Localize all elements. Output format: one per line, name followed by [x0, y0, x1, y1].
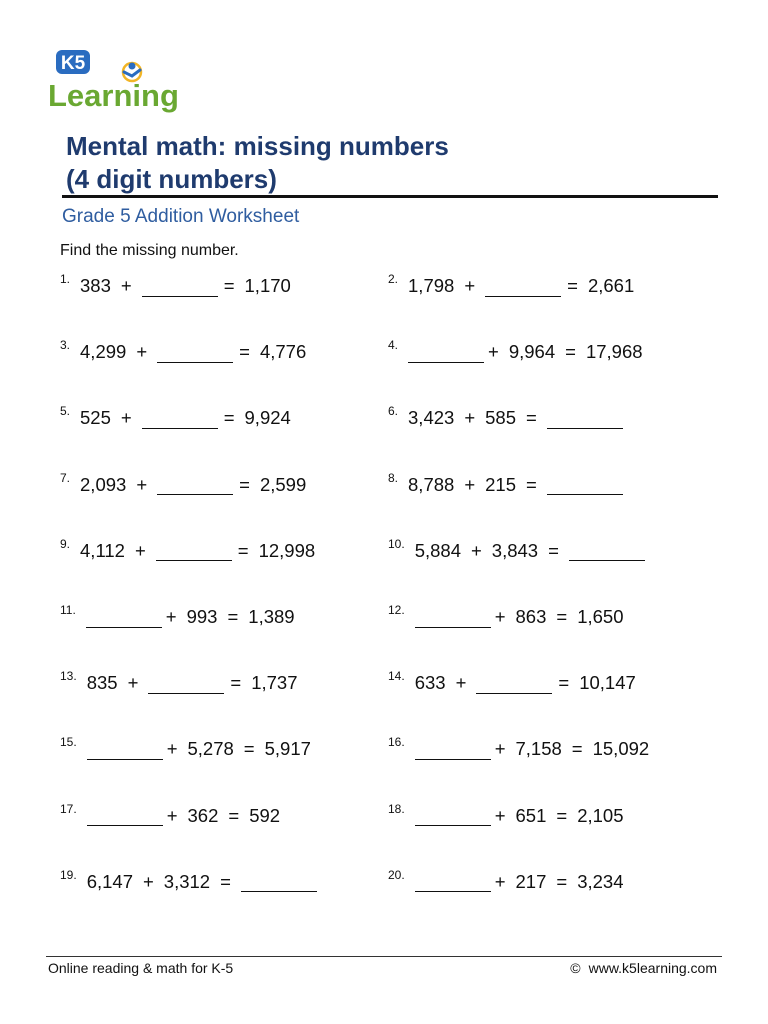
sum-value: 15,092	[592, 738, 650, 760]
logo-badge-text: K5	[60, 53, 86, 74]
problem-10	[388, 536, 645, 566]
addend-a: 4,112	[80, 539, 125, 561]
footer-tagline: Online reading & math for K-5	[48, 960, 234, 976]
addend-a: 5,884	[414, 539, 461, 561]
plus-sign: +	[494, 738, 506, 760]
problem-number: 10.	[388, 536, 405, 551]
problem-9	[60, 536, 315, 566]
addend-b: 993	[186, 606, 218, 627]
problem-8	[388, 470, 623, 500]
equals-sign: =	[239, 341, 250, 363]
problem-13	[60, 668, 297, 698]
problem-number: 14.	[388, 669, 405, 684]
answer-blank[interactable]	[569, 540, 645, 561]
plus-sign: +	[470, 539, 482, 561]
addend-a: 3,423	[408, 407, 455, 429]
worksheet-subtitle: Grade 5 Addition Worksheet	[62, 206, 300, 227]
problem-1	[60, 271, 291, 301]
equals-sign: =	[230, 672, 242, 694]
problem-18	[388, 801, 623, 831]
plus-sign: +	[142, 870, 154, 892]
addend-b: 3,312	[163, 870, 211, 892]
answer-blank[interactable]	[157, 474, 233, 495]
problem-19	[60, 867, 317, 897]
problem-number: 19.	[60, 867, 77, 882]
plus-sign: +	[166, 738, 178, 760]
sum-value: 10,147	[579, 672, 636, 694]
answer-blank[interactable]	[142, 408, 218, 429]
answer-blank[interactable]	[142, 276, 218, 297]
addend-b: 217	[515, 870, 547, 892]
equals-sign: =	[228, 804, 240, 826]
answer-blank[interactable]	[148, 673, 224, 694]
footer-url: www.k5learning.com	[588, 960, 717, 976]
equals-sign: =	[558, 672, 570, 694]
equals-sign: =	[556, 870, 568, 892]
answer-blank[interactable]	[415, 871, 491, 892]
answer-blank[interactable]	[415, 607, 491, 628]
sum-value: 3,234	[577, 870, 624, 892]
addend-a: 1,798	[408, 275, 455, 296]
problem-number: 5.	[60, 404, 71, 419]
answer-blank[interactable]	[415, 739, 491, 760]
problem-number: 4.	[388, 338, 399, 353]
addend-b: 585	[485, 407, 516, 429]
problem-number: 15.	[60, 735, 77, 750]
page-title	[66, 130, 449, 196]
equals-sign: =	[556, 804, 568, 826]
plus-sign: +	[136, 341, 148, 363]
addend-b: 7,158	[515, 738, 562, 760]
addend-a: 383	[80, 275, 111, 296]
equals-sign: =	[556, 606, 568, 627]
sum-value: 1,650	[577, 606, 624, 627]
equals-sign: =	[227, 606, 239, 627]
plus-sign: +	[120, 407, 132, 429]
answer-blank[interactable]	[547, 408, 623, 429]
plus-sign: +	[120, 275, 132, 296]
problem-4	[388, 337, 643, 367]
equals-sign: =	[223, 275, 235, 296]
problem-number: 17.	[60, 801, 77, 816]
addend-a: 633	[414, 672, 446, 694]
problem-7	[60, 470, 306, 500]
addend-b: 3,843	[491, 539, 539, 561]
problem-number: 11.	[60, 603, 76, 617]
answer-blank[interactable]	[87, 805, 163, 826]
plus-sign: +	[464, 407, 476, 429]
sum-value: 4,776	[259, 341, 307, 363]
sum-value: 2,105	[577, 804, 624, 826]
equals-sign: =	[526, 473, 537, 495]
answer-blank[interactable]	[485, 276, 561, 297]
answer-blank[interactable]	[157, 342, 233, 363]
plus-sign: +	[127, 672, 139, 694]
answer-blank[interactable]	[476, 673, 552, 694]
problem-11	[60, 602, 295, 632]
plus-sign: +	[488, 341, 499, 363]
equals-sign: =	[565, 341, 576, 363]
sum-value: 12,998	[258, 539, 316, 561]
plus-sign: +	[494, 804, 506, 826]
problem-12	[388, 602, 623, 632]
problem-2	[388, 271, 634, 301]
title-line-1: Mental math: missing numbers	[66, 131, 449, 161]
addend-a: 6,147	[86, 870, 133, 892]
problem-number: 13.	[60, 669, 77, 684]
equals-sign: =	[571, 738, 583, 760]
problem-number: 16.	[388, 735, 405, 750]
plus-sign: +	[494, 606, 506, 627]
addend-b: 5,278	[187, 738, 234, 760]
sum-value: 1,170	[244, 275, 291, 296]
plus-sign: +	[134, 539, 146, 561]
sum-value: 1,737	[251, 672, 298, 694]
equals-sign: =	[548, 539, 559, 561]
answer-blank[interactable]	[241, 871, 317, 892]
problem-number: 18.	[388, 801, 405, 816]
plus-sign: +	[166, 804, 178, 826]
problem-number: 1.	[60, 272, 71, 286]
instruction-text: Find the missing number.	[60, 242, 239, 259]
plus-sign: +	[494, 870, 506, 892]
addend-a: 2,093	[80, 473, 127, 495]
problem-number: 7.	[60, 470, 71, 485]
addend-a: 835	[86, 672, 118, 694]
problem-3	[60, 337, 306, 367]
addend-b: 9,964	[508, 341, 556, 363]
answer-blank[interactable]	[86, 607, 162, 628]
plus-sign: +	[136, 473, 148, 495]
problem-number: 8.	[388, 470, 399, 485]
problem-number: 2.	[388, 272, 399, 286]
sum-value: 9,924	[244, 407, 291, 429]
equals-sign: =	[567, 275, 578, 296]
title-line-2: (4 digit numbers)	[66, 164, 277, 194]
addend-b: 651	[515, 804, 547, 826]
answer-blank[interactable]	[415, 805, 491, 826]
problem-number: 3.	[60, 338, 71, 353]
equals-sign: =	[239, 473, 250, 495]
plus-sign: +	[455, 672, 467, 694]
copyright-symbol: ©	[570, 960, 581, 976]
sum-value: 5,917	[264, 738, 311, 760]
sum-value: 17,968	[585, 341, 643, 363]
problem-15	[60, 734, 311, 764]
problem-number: 9.	[60, 536, 71, 551]
answer-blank[interactable]	[547, 474, 623, 495]
addend-a: 525	[80, 407, 111, 429]
sum-value: 592	[249, 804, 281, 826]
plus-sign: +	[165, 606, 177, 627]
sum-value: 2,661	[587, 275, 635, 296]
sum-value: 2,599	[259, 473, 307, 495]
problem-5	[60, 403, 291, 433]
answer-blank[interactable]	[408, 342, 484, 363]
problem-17	[60, 801, 280, 831]
addend-a: 4,299	[80, 341, 127, 363]
footer-website	[570, 960, 717, 976]
problem-6	[388, 403, 623, 433]
sum-value: 1,389	[248, 606, 295, 627]
equals-sign: =	[220, 870, 231, 892]
addend-b: 215	[485, 473, 516, 495]
problem-number: 12.	[388, 603, 405, 617]
title-divider	[62, 195, 718, 198]
equals-sign: =	[223, 407, 235, 429]
logo-wordmark: Learning	[48, 78, 179, 113]
answer-blank[interactable]	[87, 739, 163, 760]
problem-number: 20.	[388, 867, 405, 882]
problem-14	[388, 668, 636, 698]
plus-sign: +	[464, 473, 476, 495]
problem-number: 6.	[388, 404, 399, 419]
plus-sign: +	[464, 275, 476, 296]
addend-a: 8,788	[408, 473, 455, 495]
addend-b: 362	[187, 804, 219, 826]
problem-20	[388, 867, 623, 897]
problem-16	[388, 734, 649, 764]
addend-b: 863	[515, 606, 547, 627]
equals-sign: =	[237, 539, 249, 561]
footer-divider	[46, 956, 722, 957]
answer-blank[interactable]	[156, 540, 232, 561]
equals-sign: =	[526, 407, 537, 429]
k5-learning-logo	[46, 46, 188, 116]
equals-sign: =	[243, 738, 255, 760]
